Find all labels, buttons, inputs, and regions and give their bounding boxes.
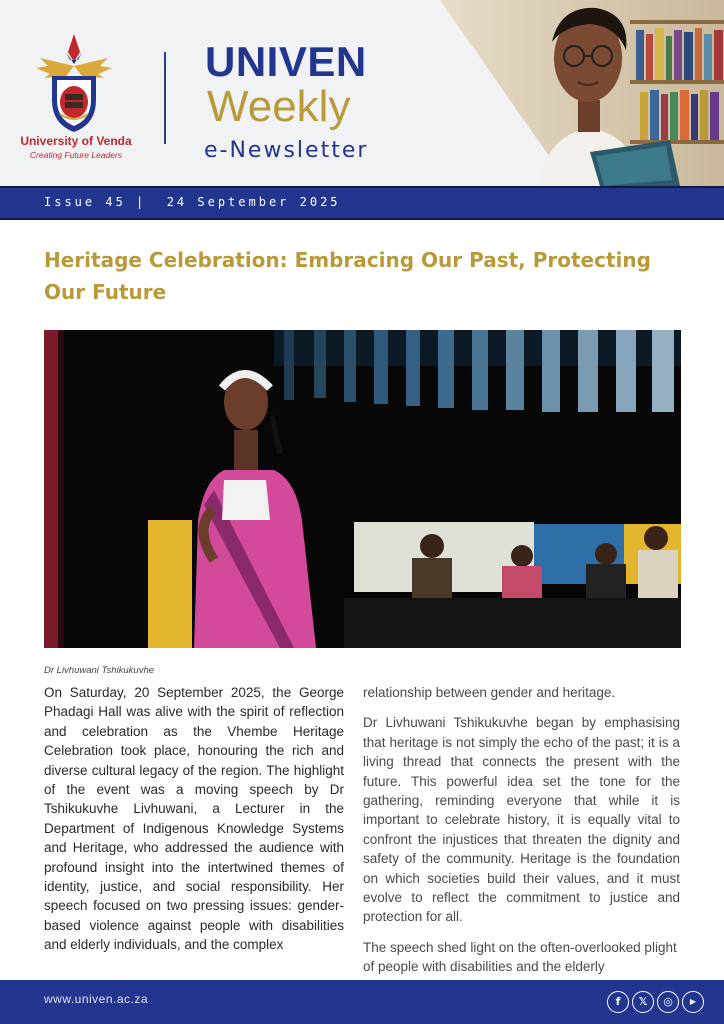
newsletter-footer [0, 980, 724, 1024]
issue-bar [0, 186, 724, 220]
facebook-icon[interactable]: f [607, 991, 629, 1013]
photo-caption: Dr Livhuwani Tshikukuvhe [44, 665, 155, 676]
newsletter-title-univen: UNIVEN [205, 38, 367, 85]
article-paragraph: The speech shed light on the often-overlooked plight of people with disabilities and the elderly [363, 939, 677, 975]
instagram-icon[interactable]: ◎ [657, 991, 679, 1013]
newsletter-subtitle: e-Newsletter [204, 138, 369, 163]
x-icon[interactable]: 𝕏 [632, 991, 654, 1013]
issue-number-date: Issue 45 | 24 September 2025 [44, 195, 341, 209]
newsletter-title-weekly: Weekly [207, 82, 351, 131]
youtube-icon[interactable]: ▶ [682, 991, 704, 1013]
header-divider [164, 52, 166, 144]
university-crest-logo [30, 30, 118, 134]
article-paragraph: relationship between gender and heritage. [363, 685, 616, 700]
website-link[interactable]: www.univen.ac.za [44, 992, 149, 1006]
article-body-right-column [363, 683, 680, 988]
header-student-photo [440, 0, 724, 186]
newsletter-header [0, 0, 724, 186]
article-body-left-column: On Saturday, 20 September 2025, the George Phadagi Hall was alive with the spirit of reflection and celebration as the Vhembe Heritage Celebration took place, honouring the rich and diverse cultural legacy of the region. The highlight of the event was a moving speech by Dr Tshikukuvhe Livhuwani, a Lecturer in the Department of Indigenous Knowledge Systems and Heritage, who addressed the audience with profound insight into the intertwined themes of identity, justice, and social responsibility. Her speech focused on two pressing issues: gender-based violence against people with disabilities and elderly individuals, and the complex [44, 685, 344, 953]
article-title: Heritage Celebration: Embracing Our Past, Protecting Our Future [44, 248, 651, 304]
article-photo-speaker-on-stage [44, 330, 681, 648]
university-name: University of Venda [20, 134, 132, 148]
university-tagline: Creating Future Leaders [29, 150, 123, 160]
article-paragraph: Dr Livhuwani Tshikukuvhe began by emphasising that heritage is not simply the echo of the past; it is a living thread that connects the present with the future. This powerful idea set the tone for the gathering, reminding everyone that while it is important to celebrate history, it is equally vital to confront the injustices that threaten the dignity and safety of the community. Heritage is the foundation on which societies build their values, and it must evolve to reflect the commitment to justice and protection for all. [363, 715, 680, 925]
